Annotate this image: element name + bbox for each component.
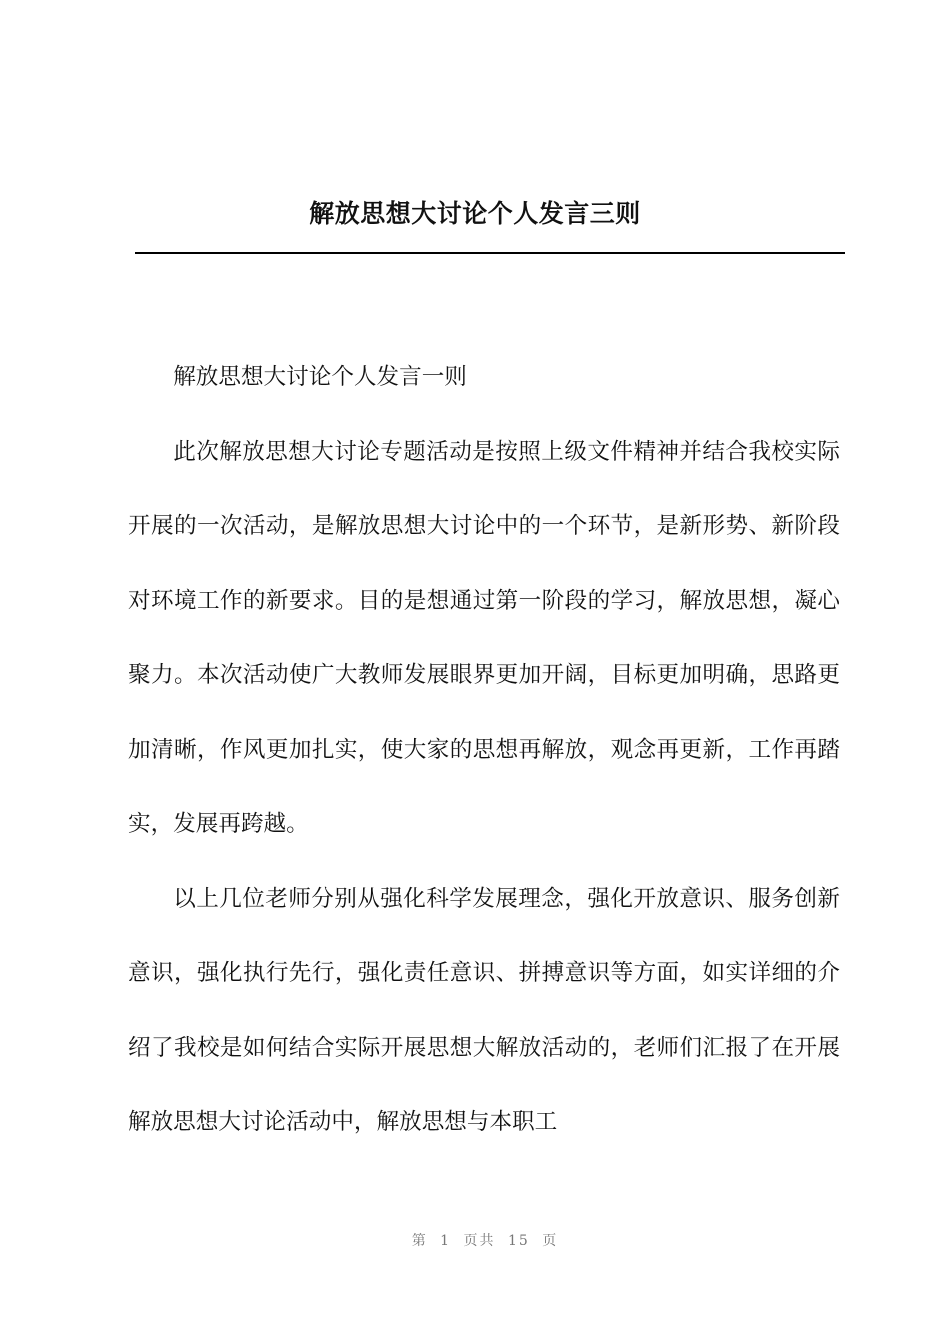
- section-heading: 解放思想大讨论个人发言一则: [173, 364, 467, 390]
- document-body: [128, 340, 840, 1160]
- title-underline: [135, 252, 845, 254]
- paragraph-1: 此次解放思想大讨论专题活动是按照上级文件精神并结合我校实际开展的一次活动，是解放思想大讨论中的一个环节，是新形势、新阶段对环境工作的新要求。目的是想通过第一阶段的学习，解放思想，凝心聚力。本次活动使广大教师发展眼界更加开阔，目标更加明确，思路更加清晰，作风更加扎实，使大家的思想再解放，观念再更新，工作再踏实，发展再跨越。: [128, 438, 840, 837]
- paragraph-2: 以上几位老师分别从强化科学发展理念，强化开放意识、服务创新意识，强化执行先行，强化责任意识、拼搏意识等方面，如实详细的介绍了我校是如何结合实际开展思想大解放活动的，老师们汇报了在开展解放思想大讨论活动中，解放思想与本职工: [128, 885, 840, 1135]
- document-title: 解放思想大讨论个人发言三则: [309, 199, 641, 228]
- page-number-footer: 第 1 页共 15 页: [411, 1233, 559, 1249]
